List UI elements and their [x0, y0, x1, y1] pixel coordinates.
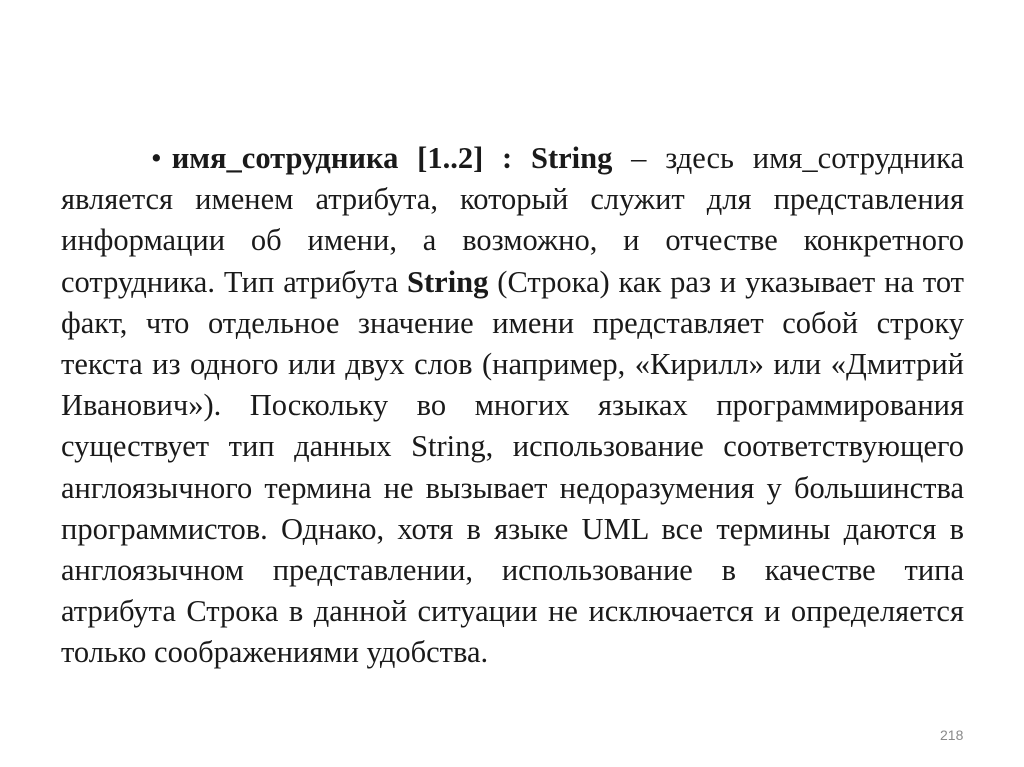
- page-number: 218: [940, 727, 964, 743]
- bullet-paragraph: [61, 138, 964, 674]
- paragraph-text-part2: (Строка) как раз и указывает на тот факт, что отдельное значение имени представляет собой строку текста из одного или двух слов (например, «Кирилл» или «Дмитрий Иванович»). Поскольку во многих языках программирования существует тип данных String, использование соответствующего англоязычного термина не вызывает недоразумения у большинства программистов. Однако, хотя в языке UML все термины даются в англоязычном представлении, использование в качестве типа атрибута Строка в данной ситуации не исключается и определяется только соображениями удобства.: [61, 264, 964, 670]
- bullet-icon: •: [151, 141, 162, 175]
- paragraph-text-part1: – здесь имя_сотрудника является именем атрибута, который служит для представления информации об имени, а возможно, и отчестве конкретного сотрудника. Тип атрибута: [61, 141, 964, 299]
- type-name: String: [407, 264, 489, 299]
- attribute-term: имя_сотрудника [1..2] : String: [171, 141, 613, 175]
